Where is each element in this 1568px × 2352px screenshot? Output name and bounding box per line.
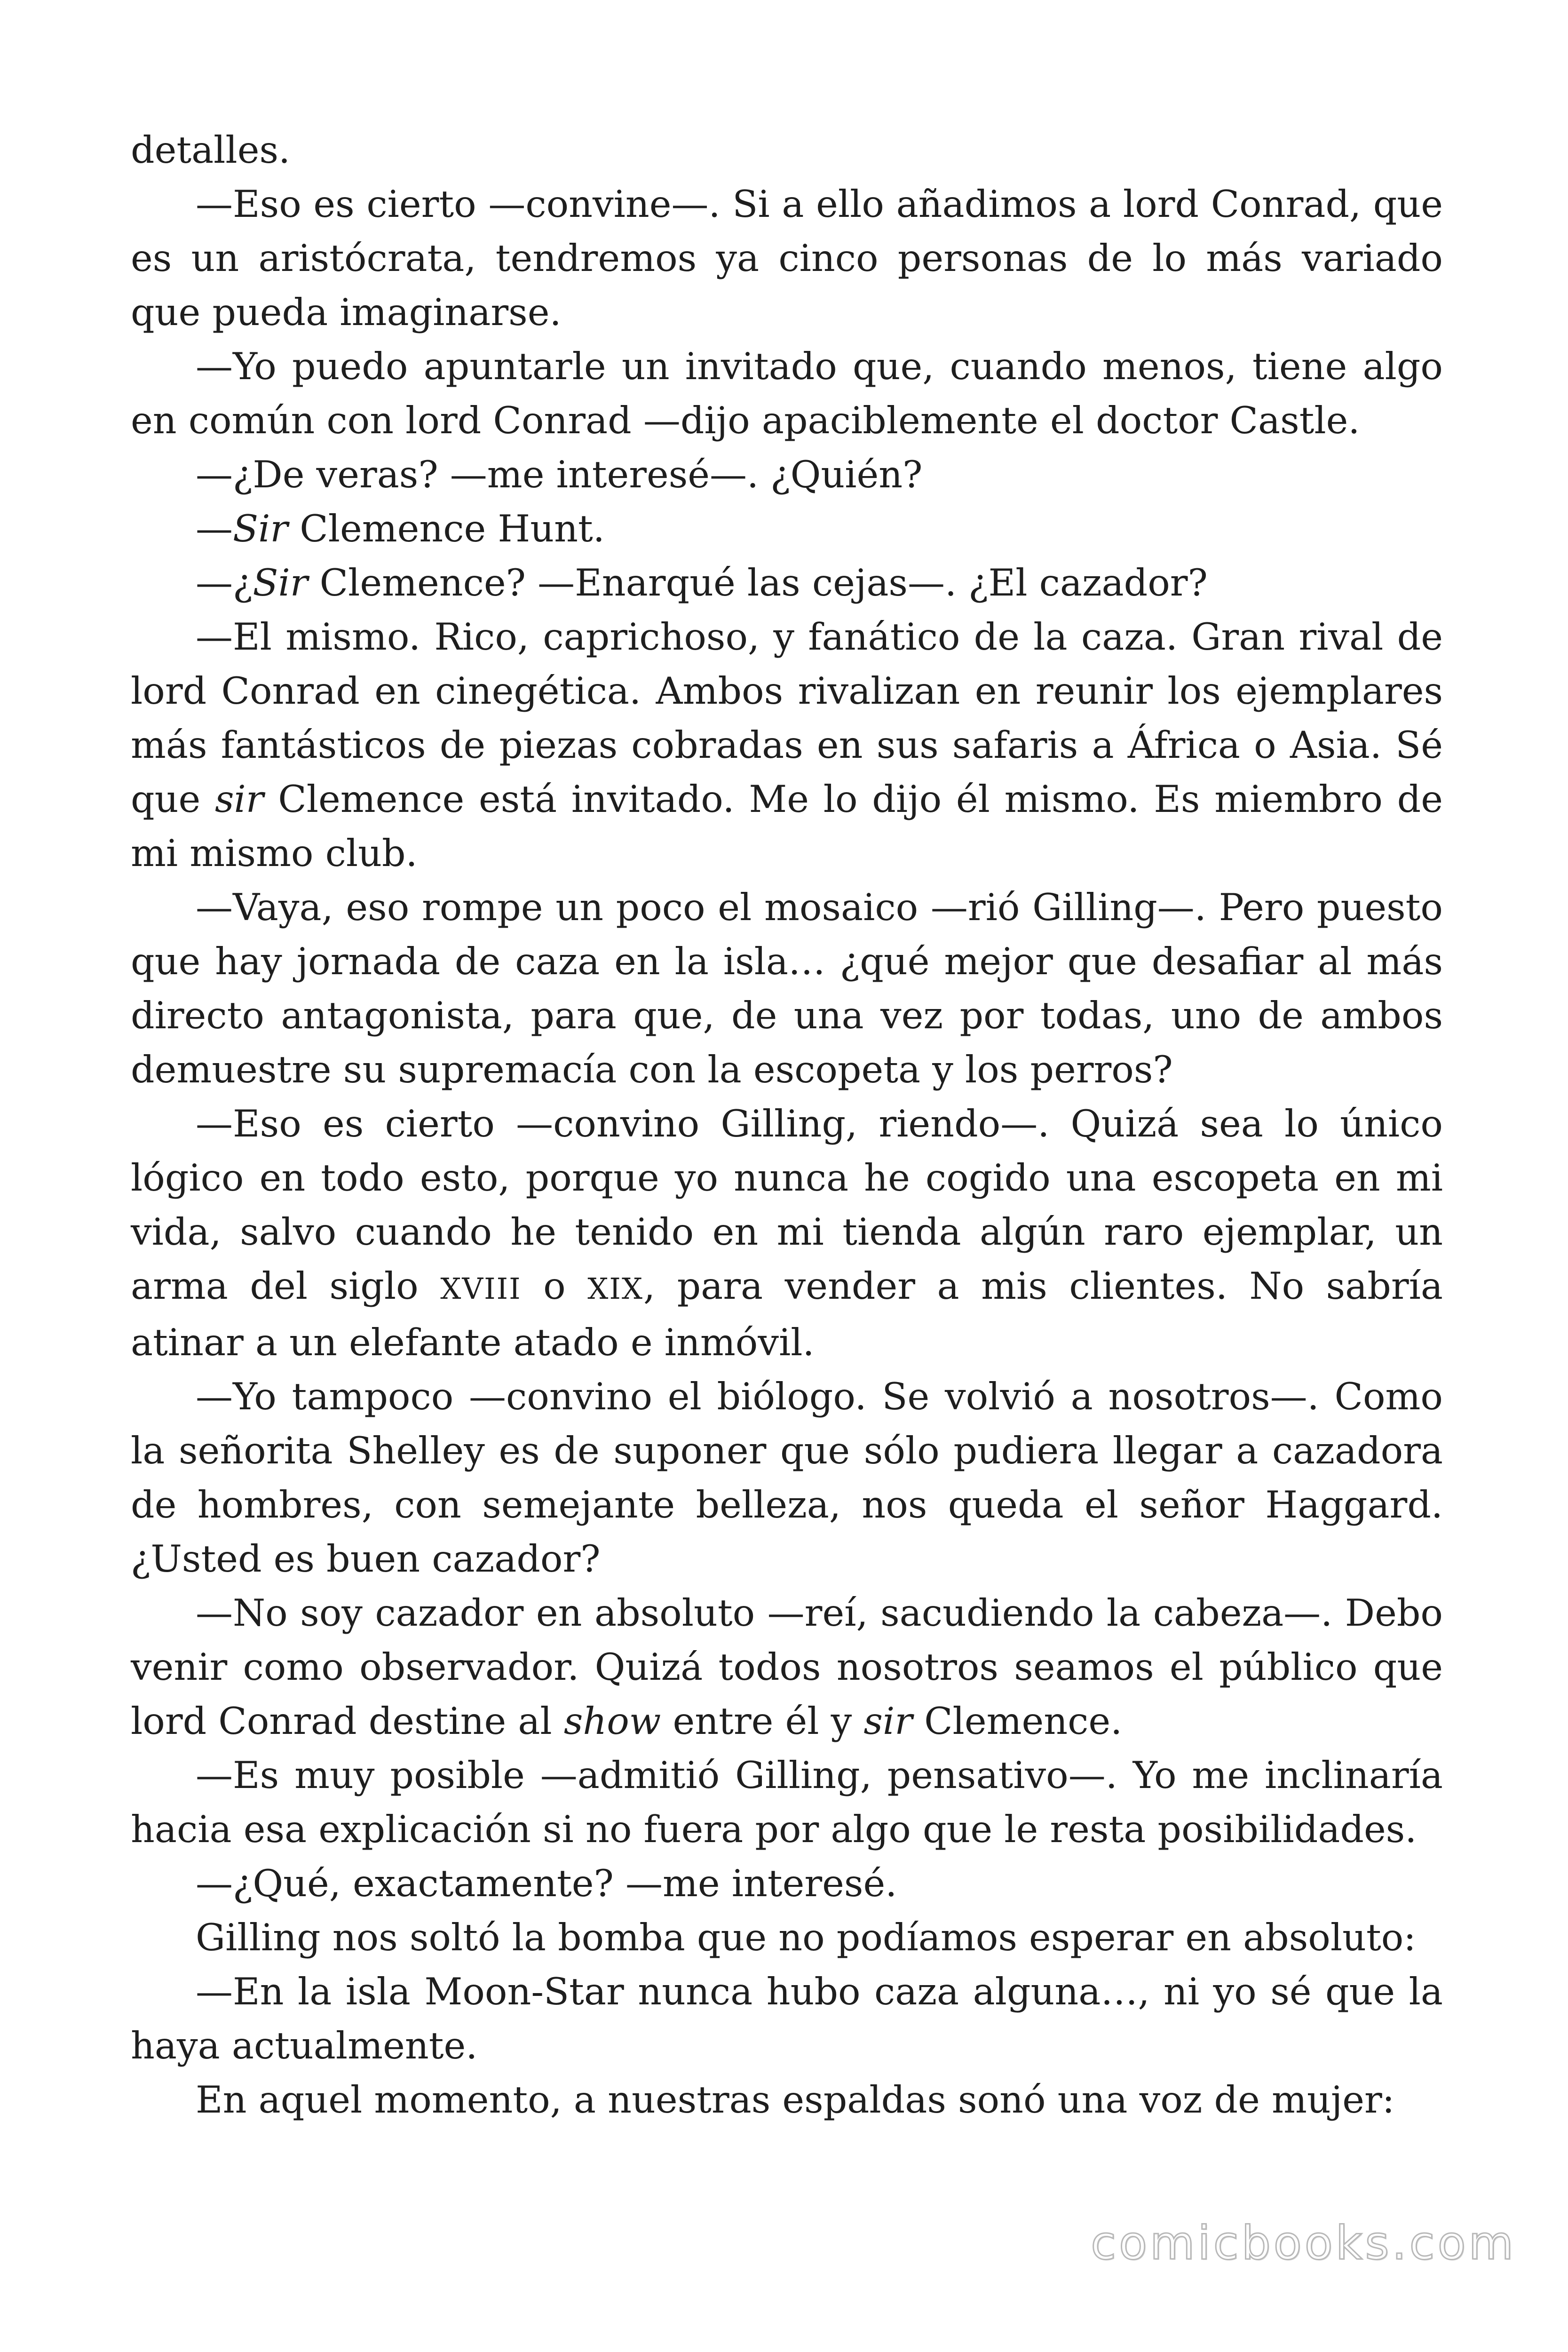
paragraph: —¿Sir Clemence? —Enarqué las cejas—. ¿El cazador? bbox=[196, 561, 1208, 604]
paragraph: —¿Qué, exactamente? —me interesé. bbox=[196, 1862, 897, 1905]
book-page-text bbox=[131, 123, 1443, 2127]
paragraph: Gilling nos soltó la bomba que no podíamos esperar en absoluto: bbox=[196, 1916, 1416, 1959]
paragraph: —El mismo. Rico, caprichoso, y fanático de la caza. Gran rival de lord Conrad en cinegética. Ambos rivalizan en reunir los ejemplares más fantásticos de piezas cobradas en sus safaris a África o Asia. Sé que sir Clemence está invitado. Me lo dijo él mismo. Es miembro de mi mismo club. bbox=[131, 615, 1443, 875]
paragraph: —¿De veras? —me interesé—. ¿Quién? bbox=[196, 453, 923, 496]
paragraph: En aquel momento, a nuestras espaldas sonó una voz de mujer: bbox=[196, 2078, 1395, 2122]
paragraph: —Yo puedo apuntarle un invitado que, cuando menos, tiene algo en común con lord Conrad —dijo apaciblemente el doctor Castle. bbox=[131, 345, 1443, 442]
paragraph: detalles. bbox=[131, 128, 291, 172]
paragraph: —Eso es cierto —convino Gilling, riendo—. Quizá sea lo único lógico en todo esto, porque yo nunca he cogido una escopeta en mi vida, salvo cuando he tenido en mi tienda algún raro ejemplar, un arma del siglo XVIII o XIX, para vender a mis clientes. No sabría atinar a un elefante atado e inmóvil. bbox=[131, 1102, 1443, 1364]
watermark: comicbooks.com bbox=[1091, 2217, 1516, 2270]
paragraph: —Vaya, eso rompe un poco el mosaico —rió Gilling—. Pero puesto que hay jornada de caza en la isla… ¿qué mejor que desafiar al más directo antagonista, para que, de una vez por todas, uno de ambos demuestre su supremacía con la escopeta y los perros? bbox=[131, 886, 1443, 1091]
paragraph: —Es muy posible —admitió Gilling, pensativo—. Yo me inclinaría hacia esa explicación si no fuera por algo que le resta posibilidades. bbox=[131, 1754, 1443, 1851]
paragraph: —Yo tampoco —convino el biólogo. Se volvió a nosotros—. Como la señorita Shelley es de suponer que sólo pudiera llegar a cazadora de hombres, con semejante belleza, nos queda el señor Haggard. ¿Usted es buen cazador? bbox=[131, 1375, 1443, 1581]
paragraph: —No soy cazador en absoluto —reí, sacudiendo la cabeza—. Debo venir como observador. Quizá todos nosotros seamos el público que lord Conrad destine al show entre él y sir Clemence. bbox=[131, 1591, 1443, 1743]
paragraph: —Sir Clemence Hunt. bbox=[196, 507, 605, 550]
paragraph: —En la isla Moon-Star nunca hubo caza alguna…, ni yo sé que la haya actualmente. bbox=[131, 1970, 1443, 2067]
paragraph: —Eso es cierto —convine—. Si a ello añadimos a lord Conrad, que es un aristócrata, tendremos ya cinco personas de lo más variado que pueda imaginarse. bbox=[131, 183, 1443, 334]
